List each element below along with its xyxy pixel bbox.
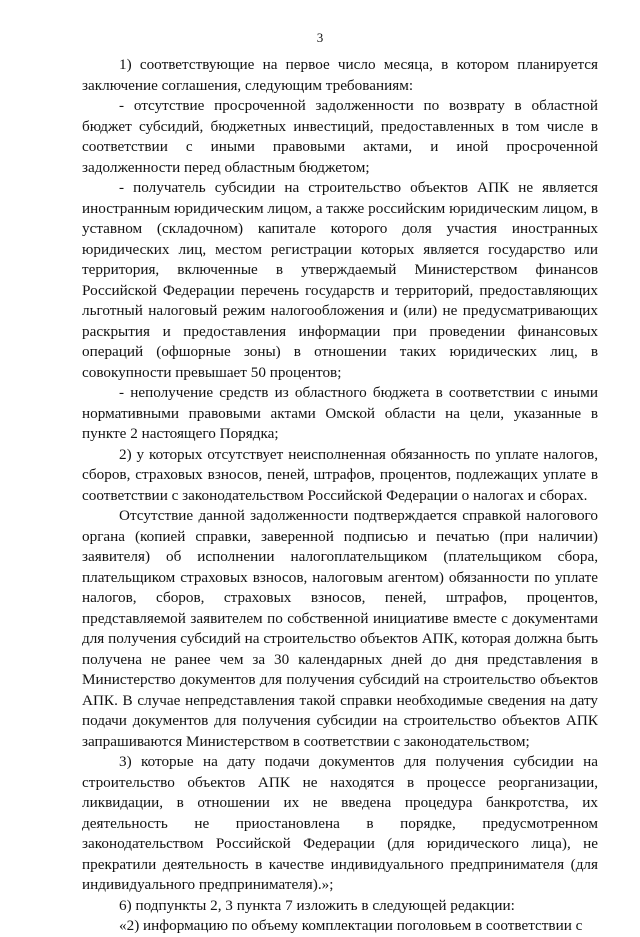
paragraph-1: 1) соответствующие на первое число месяца, в котором планируется заключение соглашения, следующим требованиям: <box>82 56 598 94</box>
paragraph-4: - неполучение средств из областного бюджета в соответствии с иными нормативными правовыми актами Омской области на цели, указанные в пункте 2 настоящего Порядка; <box>82 384 598 442</box>
paragraph-2: - отсутствие просроченной задолженности по возврату в областной бюджет субсидий, бюджетных инвестиций, предоставленных в том числе в соответствии с иными правовыми актами, и иной просроченной задолженности перед областным бюджетом; <box>82 97 598 176</box>
page-number: 3 <box>316 30 324 45</box>
document-body <box>82 55 598 937</box>
paragraph-7: 3) которые на дату подачи документов для получения субсидии на строительство объектов АПК не находятся в процессе реорганизации, ликвидации, в отношении их не введена процедура банкротства, их деятельность не приостановлена в порядке, предусмотренном законодательством Российской Федерации (для юридического лица), не прекратили деятельность в качестве индивидуального предпринимателя (для индивидуального предпринимателя).»; <box>82 753 598 893</box>
paragraph-3: - получатель субсидии на строительство объектов АПК не является иностранным юридическим лицом, а также российским юридическим лицом, в уставном (складочном) капитале которого доля участия иностранных юридических лиц, местом регистрации которых является государство или территория, включенные в утверждаемый Министерством финансов Российской Федерации перечень государств и территорий, предоставляющих льготный налоговый режим налогообложения и (или) не предусматривающих раскрытия и предоставления информации при проведении финансовых операций (офшорные зоны) в отношении таких юридических лиц, в совокупности превышает 50 процентов; <box>82 179 598 381</box>
paragraph-6: Отсутствие данной задолженности подтверждается справкой налогового органа (копией справки, заверенной подписью и печатью (при наличии) заявителя) об исполнении налогоплательщиком (плательщиком сбора, плательщиком страховых взносов, налоговым агентом) обязанности по уплате налогов, сборов, страховых взносов, пеней, штрафов, процентов, представляемой заявителем по собственной инициативе вместе с документами для получения субсидий на строительство объектов АПК, которая должна быть получена не ранее чем за 30 календарных дней до дня представления в Министерство документов для получения субсидий на строительство объектов АПК. В случае непредставления такой справки необходимые сведения на дату подачи документов для получения субсидии на строительство объектов АПК запрашиваются Министерством в соответствии с законодательством; <box>82 507 598 750</box>
paragraph-8: 6) подпункты 2, 3 пункта 7 изложить в следующей редакции: <box>119 896 515 914</box>
paragraph-5: 2) у которых отсутствует неисполненная обязанность по уплате налогов, сборов, страховых взносов, пеней, штрафов, процентов, подлежащих уплате в соответствии с законодательством Российской Федерации о налогах и сборах. <box>82 445 598 504</box>
paragraph-9: «2) информацию по объему комплектации поголовьем в соответствии с <box>119 917 583 934</box>
